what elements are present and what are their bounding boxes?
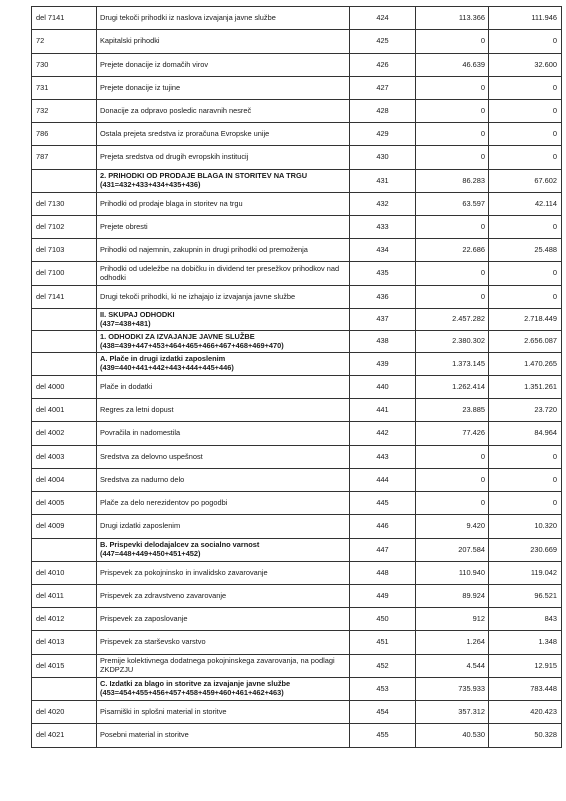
account-code-cell: 730	[32, 54, 97, 77]
previous-year-value-cell: 2.718.449	[489, 309, 562, 331]
item-name-cell: Prihodki od prodaje blaga in storitev na trgu	[97, 193, 350, 216]
formula-subtitle: (453=454+455+456+457+458+459+460+461+462+463)	[100, 688, 284, 697]
current-year-value-cell: 357.312	[416, 701, 489, 724]
previous-year-value-cell: 1.470.265	[489, 353, 562, 376]
item-name-cell: Premije kolektivnega dodatnega pokojninskega zavarovanja, na podlagi ZKDPZJU	[97, 655, 350, 678]
account-code-cell: 787	[32, 146, 97, 170]
item-name-cell: Prejete donacije iz tujine	[97, 77, 350, 100]
account-code-cell: del 4001	[32, 399, 97, 422]
previous-year-value-cell: 0	[489, 123, 562, 146]
account-code-cell: 786	[32, 123, 97, 146]
item-name-cell: Sredstva za delovno uspešnost	[97, 446, 350, 469]
aop-code-cell: 441	[350, 399, 416, 422]
account-code-cell: del 7141	[32, 7, 97, 30]
account-code-cell: del 4010	[32, 562, 97, 585]
aop-code-cell: 450	[350, 608, 416, 631]
aop-code-cell: 440	[350, 376, 416, 399]
table-row	[32, 286, 562, 309]
item-name-cell: B. Prispevki delodajalcev za socialno varnost (447=448+449+450+451+452)	[97, 539, 350, 562]
current-year-value-cell: 0	[416, 30, 489, 54]
current-year-value-cell: 0	[416, 216, 489, 239]
previous-year-value-cell: 0	[489, 216, 562, 239]
previous-year-value-cell: 783.448	[489, 678, 562, 701]
table-row	[32, 724, 562, 748]
aop-code-cell: 447	[350, 539, 416, 562]
current-year-value-cell: 86.283	[416, 170, 489, 193]
previous-year-value-cell: 0	[489, 77, 562, 100]
current-year-value-cell: 0	[416, 492, 489, 515]
account-code-cell: 732	[32, 100, 97, 123]
aop-code-cell: 452	[350, 655, 416, 678]
table-row	[32, 353, 562, 376]
previous-year-value-cell: 25.488	[489, 239, 562, 262]
current-year-value-cell: 0	[416, 77, 489, 100]
table-row	[32, 585, 562, 608]
current-year-value-cell: 1.373.145	[416, 353, 489, 376]
table-row	[32, 446, 562, 469]
current-year-value-cell: 23.885	[416, 399, 489, 422]
current-year-value-cell: 0	[416, 146, 489, 170]
item-name-cell: Ostala prejeta sredstva iz proračuna Evropske unije	[97, 123, 350, 146]
item-name-cell: Posebni material in storitve	[97, 724, 350, 748]
previous-year-value-cell: 12.915	[489, 655, 562, 678]
table-row	[32, 331, 562, 353]
table-body	[32, 7, 562, 748]
aop-code-cell: 449	[350, 585, 416, 608]
account-code-cell: del 4015	[32, 655, 97, 678]
previous-year-value-cell: 0	[489, 262, 562, 286]
previous-year-value-cell: 843	[489, 608, 562, 631]
aop-code-cell: 442	[350, 422, 416, 446]
account-code-cell: del 7102	[32, 216, 97, 239]
current-year-value-cell: 912	[416, 608, 489, 631]
item-name-cell: Drugi tekoči prihodki iz naslova izvajanja javne službe	[97, 7, 350, 30]
aop-code-cell: 432	[350, 193, 416, 216]
current-year-value-cell: 0	[416, 123, 489, 146]
table-row	[32, 701, 562, 724]
aop-code-cell: 431	[350, 170, 416, 193]
account-code-cell: 72	[32, 30, 97, 54]
aop-code-cell: 427	[350, 77, 416, 100]
item-name-cell: Prispevek za pokojninsko in invalidsko zavarovanje	[97, 562, 350, 585]
item-name-cell: A. Plače in drugi izdatki zaposlenim (439=440+441+442+443+444+445+446)	[97, 353, 350, 376]
table-row	[32, 422, 562, 446]
aop-code-cell: 430	[350, 146, 416, 170]
previous-year-value-cell: 0	[489, 446, 562, 469]
current-year-value-cell: 207.584	[416, 539, 489, 562]
aop-code-cell: 451	[350, 631, 416, 655]
item-name-cell: C. Izdatki za blago in storitve za izvajanje javne službe (453=454+455+456+457+458+459+460+461+462+463)	[97, 678, 350, 701]
item-name-cell: Prihodki od udeležbe na dobičku in dividend ter presežkov prihodkov nad odhodki	[97, 262, 350, 286]
formula-subtitle: (431=432+433+434+435+436)	[100, 180, 201, 189]
account-code-cell: del 4012	[32, 608, 97, 631]
table-row	[32, 399, 562, 422]
table-row	[32, 123, 562, 146]
account-code-cell: del 4005	[32, 492, 97, 515]
account-code-cell: del 4000	[32, 376, 97, 399]
item-name-cell: Drugi tekoči prihodki, ki ne izhajajo iz izvajanja javne službe	[97, 286, 350, 309]
current-year-value-cell: 735.933	[416, 678, 489, 701]
previous-year-value-cell: 1.348	[489, 631, 562, 655]
aop-code-cell: 433	[350, 216, 416, 239]
aop-code-cell: 428	[350, 100, 416, 123]
previous-year-value-cell: 111.946	[489, 7, 562, 30]
item-name-cell: II. SKUPAJ ODHODKI (437=438+481)	[97, 309, 350, 331]
item-name-cell: Prejete obresti	[97, 216, 350, 239]
formula-subtitle: (447=448+449+450+451+452)	[100, 549, 201, 558]
aop-code-cell: 444	[350, 469, 416, 492]
account-code-cell: del 4020	[32, 701, 97, 724]
current-year-value-cell: 2.380.302	[416, 331, 489, 353]
previous-year-value-cell: 84.964	[489, 422, 562, 446]
item-name-cell: Donacije za odpravo posledic naravnih nesreč	[97, 100, 350, 123]
account-code-cell: del 4013	[32, 631, 97, 655]
previous-year-value-cell: 10.320	[489, 515, 562, 539]
table-row	[32, 170, 562, 193]
current-year-value-cell: 0	[416, 446, 489, 469]
account-code-cell: del 4009	[32, 515, 97, 539]
aop-code-cell: 445	[350, 492, 416, 515]
table-row	[32, 77, 562, 100]
previous-year-value-cell: 0	[489, 492, 562, 515]
item-name-cell: Plače za delo nerezidentov po pogodbi	[97, 492, 350, 515]
item-name-cell: Prihodki od najemnin, zakupnin in drugi prihodki od premoženja	[97, 239, 350, 262]
aop-code-cell: 446	[350, 515, 416, 539]
current-year-value-cell: 2.457.282	[416, 309, 489, 331]
account-code-cell: del 7141	[32, 286, 97, 309]
item-name-cell: Prejete donacije iz domačih virov	[97, 54, 350, 77]
formula-subtitle: (438=439+447+453+464+465+466+467+468+469+470)	[100, 340, 284, 350]
aop-code-cell: 438	[350, 331, 416, 353]
table-row	[32, 262, 562, 286]
account-code-cell	[32, 539, 97, 562]
current-year-value-cell: 0	[416, 100, 489, 123]
table-row	[32, 239, 562, 262]
previous-year-value-cell: 67.602	[489, 170, 562, 193]
item-name-cell: Regres za letni dopust	[97, 399, 350, 422]
account-code-cell: del 4002	[32, 422, 97, 446]
aop-code-cell: 426	[350, 54, 416, 77]
current-year-value-cell: 4.544	[416, 655, 489, 678]
item-name-cell: Prejeta sredstva od drugih evropskih institucij	[97, 146, 350, 170]
item-name-cell: Sredstva za nadurno delo	[97, 469, 350, 492]
account-code-cell: 731	[32, 77, 97, 100]
table-row	[32, 678, 562, 701]
aop-code-cell: 436	[350, 286, 416, 309]
table-row	[32, 193, 562, 216]
aop-code-cell: 454	[350, 701, 416, 724]
aop-code-cell: 437	[350, 309, 416, 331]
previous-year-value-cell: 0	[489, 100, 562, 123]
account-code-cell: del 4003	[32, 446, 97, 469]
account-code-cell: del 7100	[32, 262, 97, 286]
previous-year-value-cell: 0	[489, 30, 562, 54]
aop-code-cell: 448	[350, 562, 416, 585]
current-year-value-cell: 77.426	[416, 422, 489, 446]
table-row	[32, 631, 562, 655]
account-code-cell	[32, 331, 97, 353]
table-row	[32, 7, 562, 30]
item-name-cell: Prispevek za starševsko varstvo	[97, 631, 350, 655]
table-row	[32, 469, 562, 492]
table-row	[32, 216, 562, 239]
current-year-value-cell: 9.420	[416, 515, 489, 539]
table-row	[32, 309, 562, 331]
aop-code-cell: 424	[350, 7, 416, 30]
previous-year-value-cell: 0	[489, 146, 562, 170]
account-code-cell: del 4004	[32, 469, 97, 492]
current-year-value-cell: 63.597	[416, 193, 489, 216]
previous-year-value-cell: 420.423	[489, 701, 562, 724]
item-name-cell: Prispevek za zaposlovanje	[97, 608, 350, 631]
aop-code-cell: 443	[350, 446, 416, 469]
item-name-cell: Povračila in nadomestila	[97, 422, 350, 446]
account-code-cell	[32, 309, 97, 331]
aop-code-cell: 439	[350, 353, 416, 376]
account-code-cell: del 4021	[32, 724, 97, 748]
previous-year-value-cell: 230.669	[489, 539, 562, 562]
table-row	[32, 30, 562, 54]
formula-subtitle: (437=438+481)	[100, 318, 151, 328]
current-year-value-cell: 46.639	[416, 54, 489, 77]
item-name-cell: 1. ODHODKI ZA IZVAJANJE JAVNE SLUŽBE (438=439+447+453+464+465+466+467+468+469+470)	[97, 331, 350, 353]
current-year-value-cell: 1.264	[416, 631, 489, 655]
item-name-cell: Pisarniški in splošni material in storitve	[97, 701, 350, 724]
previous-year-value-cell: 119.042	[489, 562, 562, 585]
current-year-value-cell: 0	[416, 469, 489, 492]
table-row	[32, 655, 562, 678]
table-row	[32, 492, 562, 515]
item-name-cell: 2. PRIHODKI OD PRODAJE BLAGA IN STORITEV NA TRGU (431=432+433+434+435+436)	[97, 170, 350, 193]
previous-year-value-cell: 50.328	[489, 724, 562, 748]
revenue-expense-table	[31, 6, 562, 748]
account-code-cell: del 4011	[32, 585, 97, 608]
aop-code-cell: 425	[350, 30, 416, 54]
previous-year-value-cell: 42.114	[489, 193, 562, 216]
previous-year-value-cell: 32.600	[489, 54, 562, 77]
item-name-cell: Kapitalski prihodki	[97, 30, 350, 54]
aop-code-cell: 429	[350, 123, 416, 146]
account-code-cell	[32, 170, 97, 193]
previous-year-value-cell: 96.521	[489, 585, 562, 608]
aop-code-cell: 453	[350, 678, 416, 701]
table-row	[32, 146, 562, 170]
aop-code-cell: 435	[350, 262, 416, 286]
formula-subtitle: (439=440+441+442+443+444+445+446)	[100, 363, 234, 372]
previous-year-value-cell: 1.351.261	[489, 376, 562, 399]
table-row	[32, 54, 562, 77]
account-code-cell: del 7103	[32, 239, 97, 262]
account-code-cell: del 7130	[32, 193, 97, 216]
table-row	[32, 562, 562, 585]
account-code-cell	[32, 678, 97, 701]
current-year-value-cell: 22.686	[416, 239, 489, 262]
current-year-value-cell: 110.940	[416, 562, 489, 585]
current-year-value-cell: 113.366	[416, 7, 489, 30]
previous-year-value-cell: 0	[489, 469, 562, 492]
table-row	[32, 376, 562, 399]
item-name-cell: Plače in dodatki	[97, 376, 350, 399]
table-row	[32, 515, 562, 539]
current-year-value-cell: 0	[416, 262, 489, 286]
previous-year-value-cell: 2.656.087	[489, 331, 562, 353]
previous-year-value-cell: 23.720	[489, 399, 562, 422]
table-row	[32, 539, 562, 562]
item-name-cell: Drugi izdatki zaposlenim	[97, 515, 350, 539]
financial-statement-sheet	[31, 6, 559, 748]
aop-code-cell: 455	[350, 724, 416, 748]
current-year-value-cell: 1.262.414	[416, 376, 489, 399]
current-year-value-cell: 40.530	[416, 724, 489, 748]
previous-year-value-cell: 0	[489, 286, 562, 309]
table-row	[32, 608, 562, 631]
current-year-value-cell: 89.924	[416, 585, 489, 608]
table-row	[32, 100, 562, 123]
account-code-cell	[32, 353, 97, 376]
aop-code-cell: 434	[350, 239, 416, 262]
current-year-value-cell: 0	[416, 286, 489, 309]
item-name-cell: Prispevek za zdravstveno zavarovanje	[97, 585, 350, 608]
